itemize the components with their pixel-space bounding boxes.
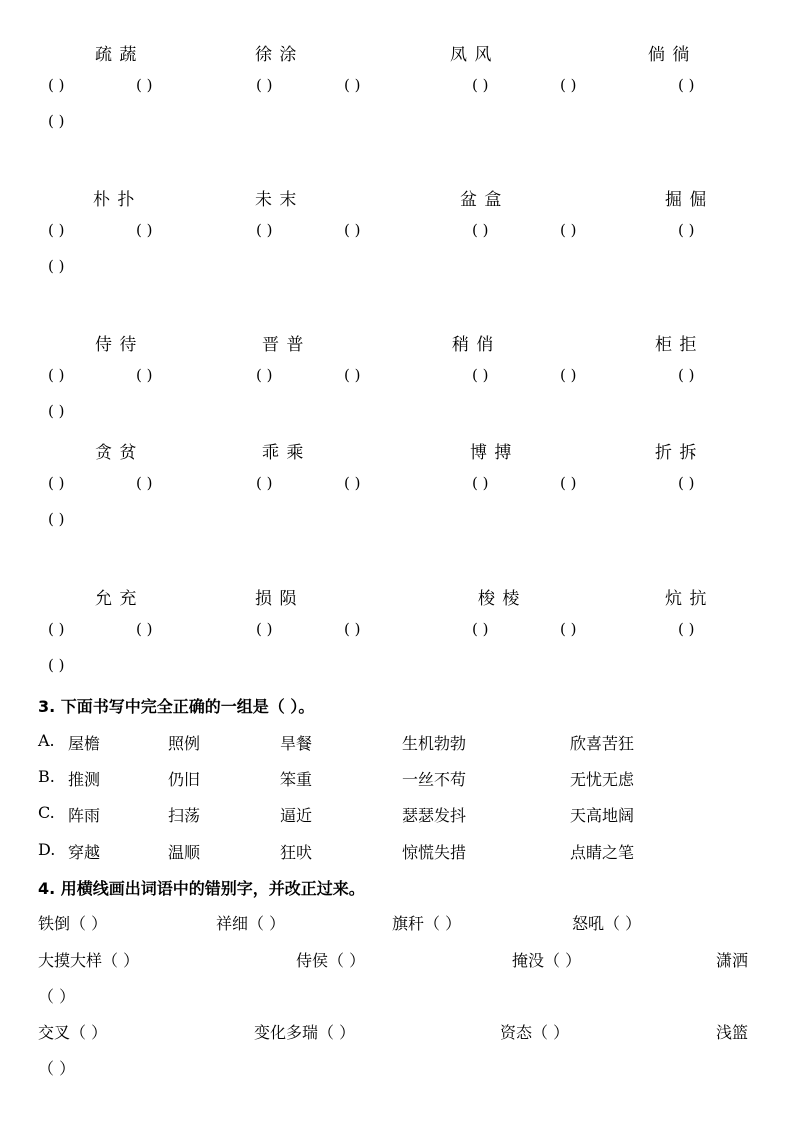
character-pair: 稍 俏	[452, 335, 495, 355]
answer-blank[interactable]: ( )	[678, 620, 695, 638]
character-pair: 朴 扑	[93, 190, 136, 210]
character-pair: 折 拆	[655, 443, 698, 463]
answer-blank[interactable]: ( )	[344, 76, 361, 94]
correction-item[interactable]: 铁倒（ ）	[38, 914, 108, 933]
character-pair: 允 充	[95, 589, 138, 609]
answer-blank[interactable]: ( )	[472, 221, 489, 239]
answer-blank[interactable]: ( )	[678, 366, 695, 384]
answer-blank[interactable]: ( )	[560, 474, 577, 492]
answer-blank[interactable]: ( )	[344, 620, 361, 638]
character-pair: 盆 盒	[460, 190, 503, 210]
character-pair: 凤 风	[450, 45, 493, 65]
answer-blank[interactable]: ( )	[48, 221, 65, 239]
option-letter[interactable]: A.	[38, 731, 55, 750]
character-pair: 炕 抗	[665, 589, 708, 609]
correction-item[interactable]: 资态（ ）	[500, 1023, 570, 1042]
option-word: 穿越	[68, 843, 101, 862]
option-word: 推测	[68, 770, 101, 789]
answer-blank[interactable]: ( )	[48, 620, 65, 638]
option-word: 逼近	[280, 806, 313, 825]
correction-item[interactable]: 掩没（ ）	[512, 951, 582, 970]
option-word: 一丝不苟	[402, 770, 467, 789]
option-word: 屋檐	[68, 734, 101, 753]
correction-item[interactable]: 大摸大样（ ）	[38, 951, 140, 970]
correction-item[interactable]: 怒吼（ ）	[572, 914, 642, 933]
option-word: 惊慌失措	[402, 843, 467, 862]
character-pair: 掘 倔	[665, 190, 708, 210]
correction-item[interactable]: 浅篮	[716, 1023, 749, 1042]
option-letter[interactable]: D.	[38, 840, 56, 859]
character-pair: 梭 棱	[478, 589, 521, 609]
option-word: 旱餐	[280, 734, 313, 753]
answer-blank[interactable]: ( )	[256, 620, 273, 638]
answer-blank[interactable]: （ ）	[38, 1059, 76, 1078]
character-pair: 倘 徜	[648, 45, 691, 65]
option-word: 照例	[168, 734, 201, 753]
answer-blank[interactable]: ( )	[48, 366, 65, 384]
option-word: 瑟瑟发抖	[402, 806, 467, 825]
answer-blank[interactable]: ( )	[48, 656, 65, 674]
option-word: 仍旧	[168, 770, 201, 789]
correction-item[interactable]: 潇洒	[716, 951, 749, 970]
answer-blank[interactable]: ( )	[560, 221, 577, 239]
correction-item[interactable]: 旗秆（ ）	[392, 914, 462, 933]
correction-item[interactable]: 祥细（ ）	[216, 914, 286, 933]
answer-blank[interactable]: ( )	[136, 366, 153, 384]
character-pair: 徐 涂	[255, 45, 298, 65]
character-pair: 侍 待	[95, 335, 138, 355]
answer-blank[interactable]: ( )	[472, 474, 489, 492]
character-pair: 贪 贫	[95, 443, 138, 463]
correction-item[interactable]: 变化多瑞（ ）	[254, 1023, 356, 1042]
answer-blank[interactable]: ( )	[472, 76, 489, 94]
answer-blank[interactable]: ( )	[136, 620, 153, 638]
answer-blank[interactable]: ( )	[344, 474, 361, 492]
answer-blank[interactable]: ( )	[472, 366, 489, 384]
answer-blank[interactable]: ( )	[136, 474, 153, 492]
option-word: 欣喜苦狂	[570, 734, 635, 753]
option-word: 生机勃勃	[402, 734, 467, 753]
option-word: 笨重	[280, 770, 313, 789]
answer-blank[interactable]: ( )	[678, 221, 695, 239]
answer-blank[interactable]: ( )	[560, 366, 577, 384]
character-pair: 未 末	[255, 190, 298, 210]
character-pair: 晋 普	[262, 335, 305, 355]
correction-item[interactable]: 交叉（ ）	[38, 1023, 108, 1042]
option-word: 点睛之笔	[570, 843, 635, 862]
character-pair: 损 陨	[255, 589, 298, 609]
answer-blank[interactable]: ( )	[48, 76, 65, 94]
question-title: 4. 用横线画出词语中的错别字，并改正过来。	[38, 879, 365, 898]
answer-blank[interactable]: ( )	[48, 474, 65, 492]
answer-blank[interactable]: ( )	[472, 620, 489, 638]
answer-blank[interactable]: ( )	[256, 76, 273, 94]
answer-blank[interactable]: （ ）	[38, 987, 76, 1006]
answer-blank[interactable]: ( )	[48, 402, 65, 420]
answer-blank[interactable]: ( )	[48, 112, 65, 130]
answer-blank[interactable]: ( )	[136, 221, 153, 239]
answer-blank[interactable]: ( )	[344, 221, 361, 239]
option-word: 狂吠	[280, 843, 313, 862]
answer-blank[interactable]: ( )	[48, 257, 65, 275]
option-letter[interactable]: B.	[38, 767, 55, 786]
answer-blank[interactable]: ( )	[256, 221, 273, 239]
answer-blank[interactable]: ( )	[136, 76, 153, 94]
option-letter[interactable]: C.	[38, 803, 55, 822]
question-title: 3. 下面书写中完全正确的一组是（ ）。	[38, 697, 315, 716]
answer-blank[interactable]: ( )	[256, 474, 273, 492]
character-pair: 柜 拒	[655, 335, 698, 355]
character-pair: 博 搏	[470, 443, 513, 463]
option-word: 无忧无虑	[570, 770, 635, 789]
character-pair: 乖 乘	[262, 443, 305, 463]
option-word: 温顺	[168, 843, 201, 862]
character-pair: 疏 蔬	[95, 45, 138, 65]
answer-blank[interactable]: ( )	[678, 76, 695, 94]
answer-blank[interactable]: ( )	[560, 76, 577, 94]
option-word: 阵雨	[68, 806, 101, 825]
answer-blank[interactable]: ( )	[256, 366, 273, 384]
correction-item[interactable]: 侍侯（ ）	[296, 951, 366, 970]
answer-blank[interactable]: ( )	[560, 620, 577, 638]
option-word: 扫荡	[168, 806, 201, 825]
option-word: 天高地阔	[570, 806, 635, 825]
answer-blank[interactable]: ( )	[48, 510, 65, 528]
answer-blank[interactable]: ( )	[344, 366, 361, 384]
answer-blank[interactable]: ( )	[678, 474, 695, 492]
